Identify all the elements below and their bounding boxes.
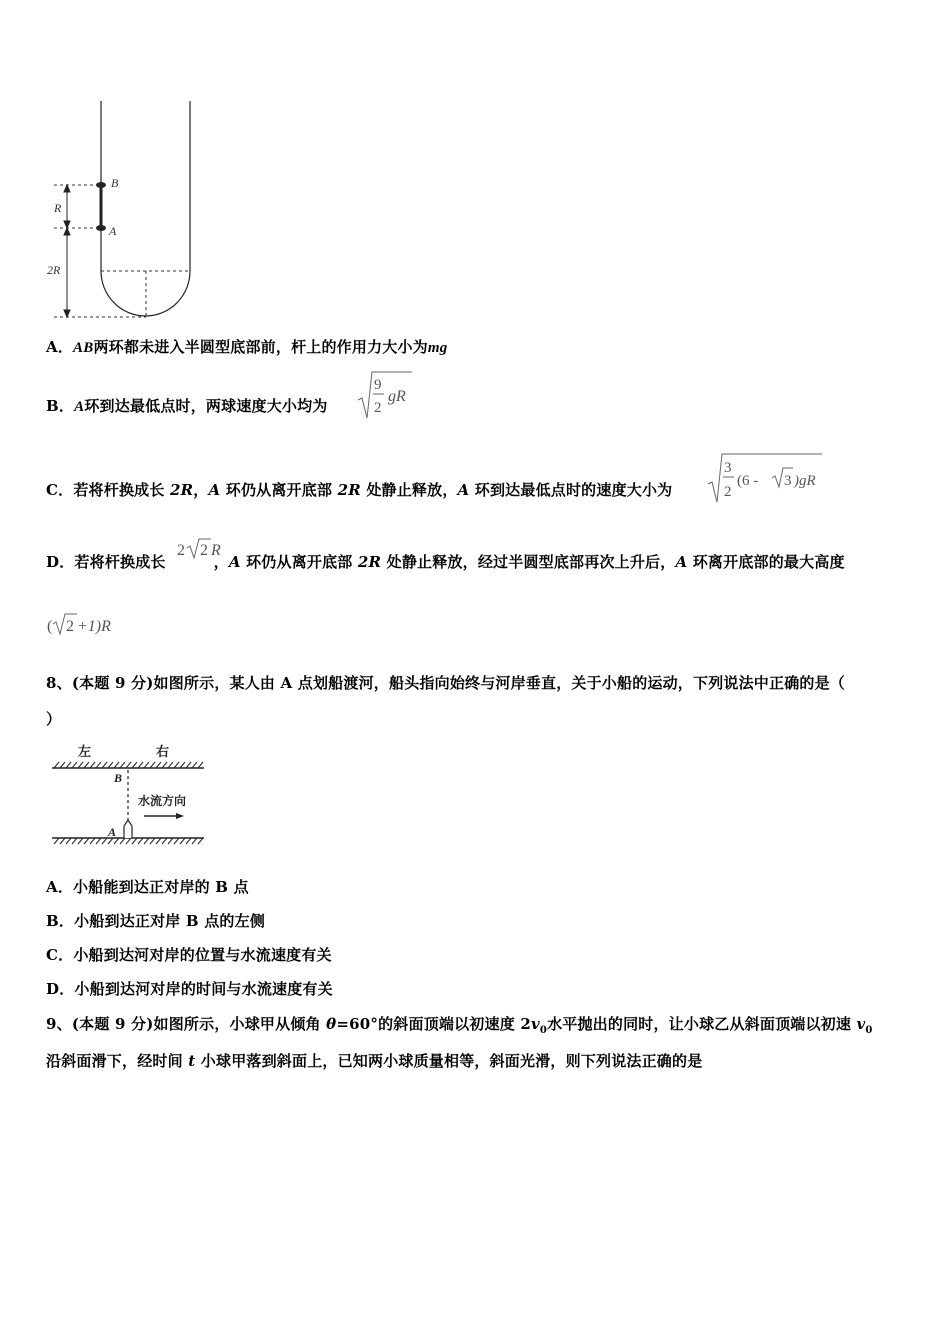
svg-text:(: ( bbox=[47, 618, 53, 635]
q7b-formula bbox=[356, 368, 416, 422]
q9-stem-line1: 9、(本题 9 分)如图所示，小球甲从倾角 θ=60°的斜面顶端以初速度 $2v_0$水平抛出的同时，让小球乙从斜面顶端以初速 $v_0$ bbox=[46, 1015, 873, 1036]
svg-text:9: 9 bbox=[374, 377, 382, 393]
q7c-formula bbox=[706, 450, 826, 506]
svg-text:2: 2 bbox=[200, 542, 208, 559]
q7-option-d: D．若将杆换成长 ，A 环仍从离开底部 2R 处静止释放，经过半圆型底部再次上升后，A 环离开底部的最大高度 bbox=[46, 553, 845, 571]
label-r: R bbox=[54, 201, 62, 215]
label-a-point: A bbox=[108, 825, 117, 839]
flow-arrow-icon bbox=[176, 813, 184, 819]
svg-text:3: 3 bbox=[724, 460, 732, 476]
q8-option-a: A．小船能到达正对岸的 B 点 bbox=[46, 878, 249, 896]
q7-option-b: B．A环到达最低点时，两球速度大小均为 bbox=[46, 397, 328, 415]
svg-text:(6 -: (6 - bbox=[737, 473, 759, 489]
label-right: 右 bbox=[156, 744, 170, 759]
u-tube-figure bbox=[40, 95, 210, 327]
q8-option-c: C．小船到达河对岸的位置与水流速度有关 bbox=[46, 946, 332, 964]
svg-text:2: 2 bbox=[374, 400, 382, 416]
q7d-length-formula bbox=[176, 536, 230, 562]
river-figure bbox=[46, 740, 210, 852]
svg-text:+1)R: +1)R bbox=[77, 618, 111, 635]
q7d-answer-formula bbox=[46, 610, 136, 638]
q7-option-a: A．AB两环都未进入半圆型底部前，杆上的作用力大小为mg bbox=[46, 338, 448, 356]
boat-icon bbox=[124, 820, 132, 838]
label-b-point: B bbox=[114, 771, 123, 785]
svg-text:R: R bbox=[211, 542, 221, 559]
svg-text:2: 2 bbox=[724, 484, 732, 500]
q8-option-b: B．小船到达正对岸 B 点的左侧 bbox=[46, 912, 266, 930]
label-a: A bbox=[109, 224, 117, 238]
ring-a bbox=[96, 225, 106, 231]
svg-text:3: 3 bbox=[784, 473, 792, 489]
q8-stem-line2: ） bbox=[46, 710, 62, 728]
q8-stem-line1: 8、(本题 9 分)如图所示，某人由 A 点划船渡河，船头指向始终与河岸垂直，关于小船的运动，下列说法中正确的是（ bbox=[46, 674, 846, 692]
label-flow: 水流方向 bbox=[138, 794, 187, 808]
label-b: B bbox=[111, 176, 119, 190]
ring-b bbox=[96, 182, 106, 188]
svg-text:)gR: )gR bbox=[794, 473, 816, 489]
svg-text:2: 2 bbox=[177, 542, 185, 559]
svg-text:gR: gR bbox=[388, 388, 406, 405]
label-2r: 2R bbox=[47, 263, 61, 277]
q9-stem-line2: 沿斜面滑下，经时间 t 小球甲落到斜面上，已知两小球质量相等，斜面光滑，则下列说法正确的是 bbox=[46, 1052, 703, 1070]
q8-option-d: D．小船到达河对岸的时间与水流速度有关 bbox=[46, 980, 333, 998]
label-left: 左 bbox=[78, 744, 92, 759]
svg-text:2: 2 bbox=[66, 618, 74, 635]
q7-option-c: C．若将杆换成长 2R，A 环仍从离开底部 2R 处静止释放，A 环到达最低点时的速度大小为 bbox=[46, 481, 673, 499]
